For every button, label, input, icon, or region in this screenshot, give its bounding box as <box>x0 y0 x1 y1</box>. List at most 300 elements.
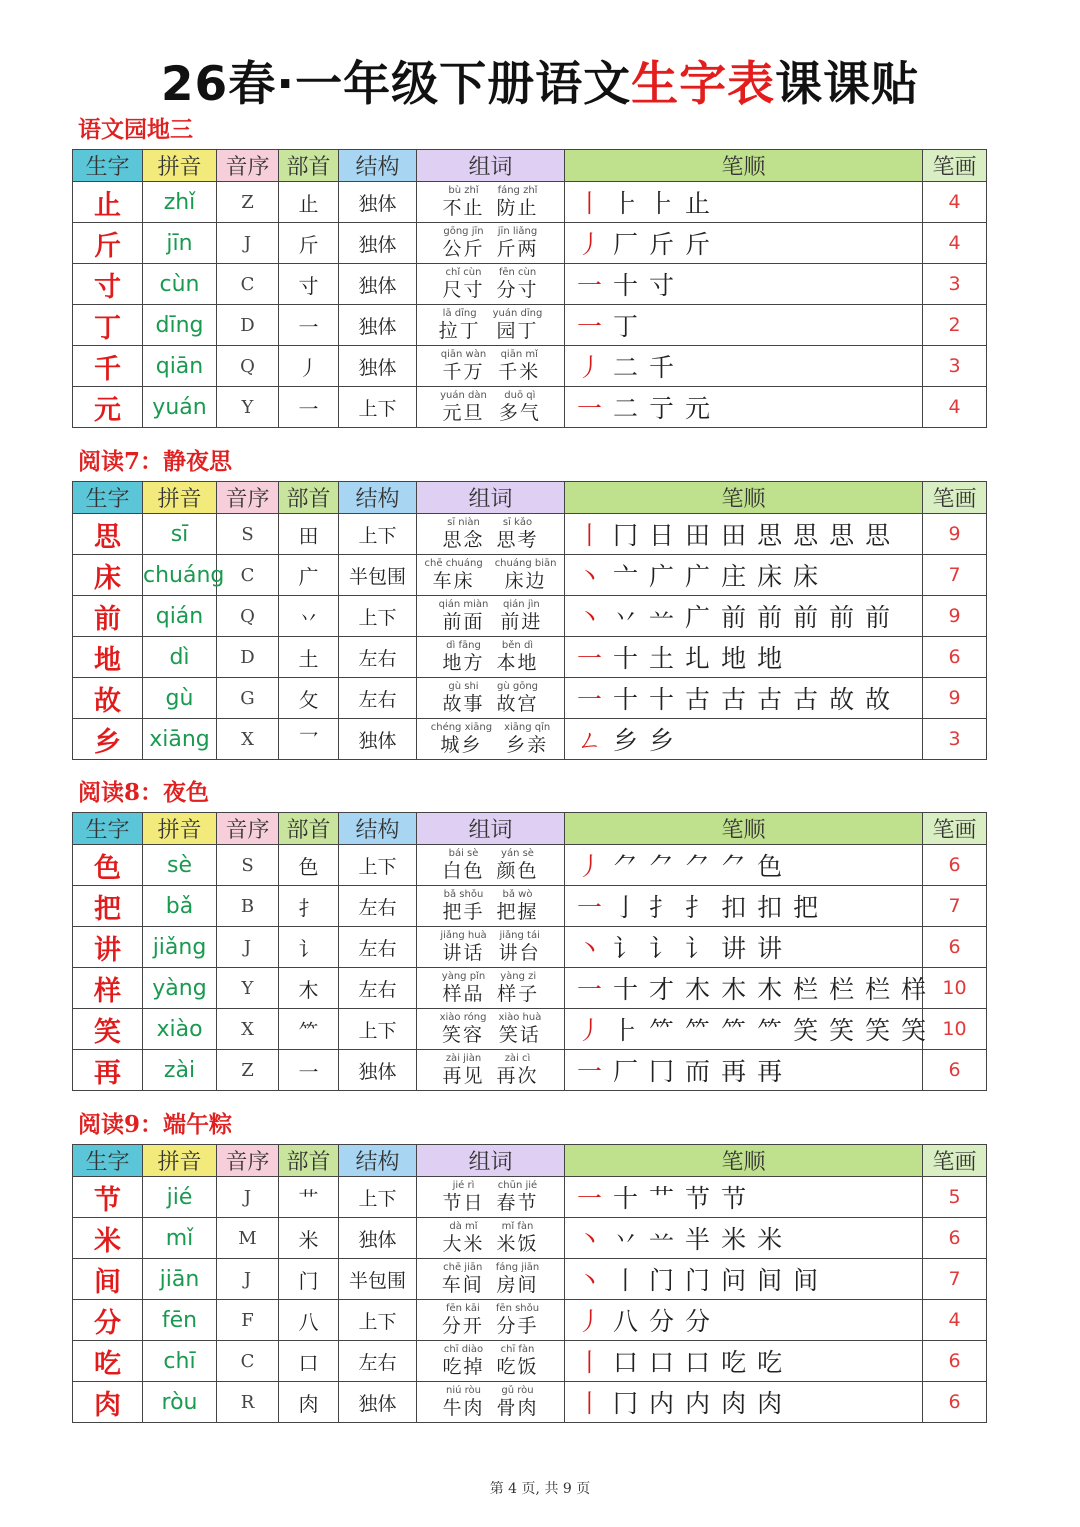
cell-count: 10 <box>923 1009 987 1050</box>
word-text: 元旦 <box>442 402 485 424</box>
word-pinyin: zài cì <box>504 1053 531 1064</box>
word-item <box>497 847 539 883</box>
cell-words <box>417 968 565 1009</box>
word-item <box>496 1302 539 1338</box>
cell-words <box>417 1009 565 1050</box>
cell-count: 7 <box>923 886 987 927</box>
cell-order: S <box>217 845 279 886</box>
cell-structure: 左右 <box>339 886 417 927</box>
table-row <box>73 555 987 596</box>
word-pinyin: mǐ fàn <box>501 1221 534 1232</box>
word-item <box>497 225 539 261</box>
word-text: 分手 <box>496 1315 539 1337</box>
header-words: 组词 <box>417 482 565 514</box>
stroke-step: 冂 <box>613 1389 639 1418</box>
word-item <box>439 598 489 634</box>
stroke-step: 前 <box>829 603 855 632</box>
header-row <box>73 150 987 182</box>
stroke-step: 丶 <box>577 934 603 963</box>
cell-count: 6 <box>923 1382 987 1423</box>
section-title: 语文园地三 <box>78 116 193 143</box>
cell-words <box>417 514 565 555</box>
cell-char: 再 <box>73 1050 143 1091</box>
stroke-step: 扣 <box>757 893 783 922</box>
cell-pinyin: jiǎng <box>143 927 217 968</box>
word-text: 斤两 <box>496 238 539 260</box>
cell-char: 止 <box>73 182 143 223</box>
stroke-step: 前 <box>757 603 783 632</box>
word-text: 车床 <box>432 570 475 592</box>
word-pinyin: bǎ shǒu <box>443 889 484 900</box>
header-radical: 部首 <box>279 482 339 514</box>
cell-pinyin: dīng <box>143 305 217 346</box>
cell-structure: 左右 <box>339 927 417 968</box>
word-pinyin: yàng pǐn <box>441 971 486 982</box>
cell-pinyin: cùn <box>143 264 217 305</box>
header-strokes: 笔顺 <box>565 150 923 182</box>
cell-structure: 独体 <box>339 1382 417 1423</box>
cell-order: J <box>217 1177 279 1218</box>
stroke-step: 田 <box>721 521 747 550</box>
character-table <box>72 149 987 428</box>
table-row <box>73 223 987 264</box>
cell-count: 4 <box>923 1300 987 1341</box>
stroke-step: 丶 <box>577 562 603 591</box>
word-item <box>496 1261 540 1297</box>
stroke-step: 一 <box>577 312 603 341</box>
cell-char: 地 <box>73 637 143 678</box>
cell-words <box>417 1382 565 1423</box>
cell-strokes <box>565 927 923 968</box>
stroke-step: 间 <box>793 1266 819 1295</box>
table-row <box>73 719 987 760</box>
word-item <box>497 516 539 552</box>
cell-pinyin: dì <box>143 637 217 678</box>
word-pinyin: gōng jīn <box>443 226 484 237</box>
header-count: 笔画 <box>923 813 987 845</box>
word-item <box>497 266 539 302</box>
word-pinyin: qián miàn <box>438 599 489 610</box>
stroke-step: 样 <box>901 975 927 1004</box>
cell-order: M <box>217 1218 279 1259</box>
cell-char: 样 <box>73 968 143 1009</box>
stroke-step: 分 <box>649 1307 675 1336</box>
cell-radical: 土 <box>279 637 339 678</box>
word-text: 本地 <box>496 652 539 674</box>
cell-words <box>417 305 565 346</box>
stroke-step: 木 <box>721 975 747 1004</box>
stroke-step: 一 <box>577 1057 603 1086</box>
cell-structure: 上下 <box>339 845 417 886</box>
table-row <box>73 637 987 678</box>
word-pinyin: chǐ cùn <box>445 267 482 278</box>
cell-structure: 上下 <box>339 514 417 555</box>
header-words: 组词 <box>417 150 565 182</box>
word-pinyin: qiān mǐ <box>500 349 538 360</box>
word-item <box>497 1220 539 1256</box>
stroke-step: 十 <box>613 1184 639 1213</box>
word-text: 分寸 <box>496 279 539 301</box>
word-pinyin: yuán dàn <box>440 390 487 401</box>
word-text: 吃饭 <box>496 1356 539 1378</box>
word-text: 大米 <box>442 1233 485 1255</box>
cell-pinyin: sè <box>143 845 217 886</box>
cell-strokes <box>565 1050 923 1091</box>
cell-order: Z <box>217 182 279 223</box>
cell-order: F <box>217 1300 279 1341</box>
stroke-step: 艹 <box>649 1184 675 1213</box>
word-pinyin: chūn jié <box>497 1180 538 1191</box>
stroke-step: 思 <box>829 521 855 550</box>
cell-char: 笑 <box>73 1009 143 1050</box>
word-text: 再见 <box>442 1065 485 1087</box>
stroke-step: ⺮ <box>757 1016 783 1045</box>
header-order: 音序 <box>217 1145 279 1177</box>
cell-count: 9 <box>923 596 987 637</box>
header-char: 生字 <box>73 482 143 514</box>
section-title: 阅读9：端午粽 <box>78 1111 233 1138</box>
word-text: 把手 <box>442 901 485 923</box>
cell-words <box>417 637 565 678</box>
title-prefix: 26春·一年级下册语文 <box>160 57 632 112</box>
stroke-step: 口 <box>649 1348 675 1377</box>
word-item <box>497 970 539 1006</box>
cell-count: 4 <box>923 387 987 428</box>
cell-structure: 独体 <box>339 719 417 760</box>
table-row <box>73 1009 987 1050</box>
stroke-step: 栏 <box>793 975 819 1004</box>
cell-strokes <box>565 1300 923 1341</box>
stroke-step: 故 <box>865 685 891 714</box>
stroke-step: 节 <box>685 1184 711 1213</box>
word-item <box>441 348 486 384</box>
stroke-step: 故 <box>829 685 855 714</box>
cell-structure: 左右 <box>339 678 417 719</box>
word-text: 拉丁 <box>438 320 481 342</box>
table-row <box>73 1259 987 1300</box>
header-order: 音序 <box>217 482 279 514</box>
cell-structure: 上下 <box>339 1009 417 1050</box>
cell-words <box>417 1341 565 1382</box>
word-pinyin: gù gōng <box>497 681 539 692</box>
word-text: 车间 <box>441 1274 484 1296</box>
cell-char: 间 <box>73 1259 143 1300</box>
word-pinyin: dà mǐ <box>449 1221 478 1232</box>
cell-strokes <box>565 845 923 886</box>
table-row <box>73 1218 987 1259</box>
cell-count: 9 <box>923 514 987 555</box>
cell-structure: 独体 <box>339 182 417 223</box>
stroke-step: 厂 <box>613 230 639 259</box>
cell-pinyin: zhǐ <box>143 182 217 223</box>
cell-order: Q <box>217 596 279 637</box>
cell-char: 色 <box>73 845 143 886</box>
cell-order: C <box>217 555 279 596</box>
word-text: 白色 <box>442 860 485 882</box>
cell-pinyin: jié <box>143 1177 217 1218</box>
cell-char: 床 <box>73 555 143 596</box>
word-item <box>499 929 541 965</box>
cell-radical: 乛 <box>279 719 339 760</box>
word-item <box>442 639 484 675</box>
word-item <box>495 557 557 593</box>
stroke-step: 讠 <box>613 934 639 963</box>
cell-strokes <box>565 387 923 428</box>
stroke-step: 笑 <box>901 1016 927 1045</box>
cell-order: Y <box>217 387 279 428</box>
stroke-step: 厂 <box>613 1057 639 1086</box>
word-pinyin: dì fāng <box>446 640 481 651</box>
cell-structure: 上下 <box>339 1300 417 1341</box>
section-title: 阅读8：夜色 <box>78 779 210 806</box>
header-count: 笔画 <box>923 1145 987 1177</box>
word-item <box>497 1179 539 1215</box>
stroke-step: 一 <box>577 975 603 1004</box>
cell-words <box>417 596 565 637</box>
word-pinyin: jīn liǎng <box>497 226 538 237</box>
cell-strokes <box>565 514 923 555</box>
word-pinyin: běn dì <box>501 640 534 651</box>
word-pinyin: yàng zi <box>500 971 537 982</box>
table-row <box>73 678 987 719</box>
word-text: 床边 <box>504 570 547 592</box>
stroke-step: 广 <box>649 562 675 591</box>
word-pinyin: chuáng biān <box>494 558 557 569</box>
stroke-step: ⺊ <box>613 189 639 218</box>
cell-order: R <box>217 1382 279 1423</box>
word-text: 颜色 <box>496 860 539 882</box>
cell-structure: 半包围 <box>339 1259 417 1300</box>
stroke-step: 一 <box>577 685 603 714</box>
header-radical: 部首 <box>279 150 339 182</box>
cell-count: 7 <box>923 1259 987 1300</box>
word-item <box>497 680 539 716</box>
cell-char: 讲 <box>73 927 143 968</box>
stroke-step: 丿 <box>577 852 603 881</box>
cell-order: S <box>217 514 279 555</box>
stroke-step: 一 <box>577 271 603 300</box>
word-pinyin: bái sè <box>448 848 479 859</box>
cell-words <box>417 1218 565 1259</box>
word-item <box>442 847 484 883</box>
stroke-step: 䒑 <box>649 1225 675 1254</box>
stroke-step: 丨 <box>613 1266 639 1295</box>
word-text: 再次 <box>496 1065 539 1087</box>
cell-char: 丁 <box>73 305 143 346</box>
stroke-step: 乡 <box>613 726 639 755</box>
cell-structure: 左右 <box>339 637 417 678</box>
stroke-step: 门 <box>649 1266 675 1295</box>
cell-strokes <box>565 1009 927 1050</box>
stroke-step: 亅 <box>613 893 639 922</box>
stroke-step: 一 <box>577 1184 603 1213</box>
cell-char: 前 <box>73 596 143 637</box>
stroke-step: 八 <box>613 1307 639 1336</box>
stroke-step: 古 <box>685 685 711 714</box>
cell-strokes <box>565 886 923 927</box>
stroke-step: 丿 <box>577 1307 603 1336</box>
stroke-step: 前 <box>721 603 747 632</box>
word-item <box>497 1052 539 1088</box>
word-text: 分开 <box>441 1315 484 1337</box>
stroke-step: 斤 <box>649 230 675 259</box>
table-row <box>73 305 987 346</box>
stroke-step: 笑 <box>829 1016 855 1045</box>
stroke-step: 半 <box>685 1225 711 1254</box>
stroke-step: 丁 <box>613 312 639 341</box>
stroke-step: 栏 <box>829 975 855 1004</box>
cell-char: 肉 <box>73 1382 143 1423</box>
cell-radical: 讠 <box>279 927 339 968</box>
stroke-step: 米 <box>721 1225 747 1254</box>
word-item <box>442 184 484 220</box>
cell-structure: 上下 <box>339 387 417 428</box>
stroke-step: ⺮ <box>649 1016 675 1045</box>
stroke-step: 讠 <box>649 934 675 963</box>
stroke-step: 圠 <box>685 644 711 673</box>
stroke-step: 丨 <box>577 189 603 218</box>
stroke-step: 二 <box>613 394 639 423</box>
word-pinyin: fēn cùn <box>498 267 537 278</box>
word-text: 城乡 <box>440 734 483 756</box>
cell-structure: 独体 <box>339 1218 417 1259</box>
word-pinyin: xiāng qīn <box>504 722 551 733</box>
cell-order: J <box>217 223 279 264</box>
cell-structure: 独体 <box>339 223 417 264</box>
stroke-step: ⺈ <box>685 852 711 881</box>
stroke-step: 讲 <box>721 934 747 963</box>
stroke-step: 床 <box>757 562 783 591</box>
cell-radical: 一 <box>279 305 339 346</box>
cell-radical: 八 <box>279 1300 339 1341</box>
stroke-step: 思 <box>793 521 819 550</box>
word-item <box>442 1302 484 1338</box>
word-item <box>431 721 492 757</box>
header-structure: 结构 <box>339 150 417 182</box>
stroke-step: 十 <box>613 271 639 300</box>
cell-radical: 肉 <box>279 1382 339 1423</box>
stroke-step: 十 <box>613 685 639 714</box>
word-item <box>442 680 484 716</box>
word-item <box>442 1343 484 1379</box>
table-row <box>73 1341 987 1382</box>
stroke-step: ⺊ <box>613 1016 639 1045</box>
cell-count: 6 <box>923 1341 987 1382</box>
cell-structure: 独体 <box>339 305 417 346</box>
cell-pinyin: mǐ <box>143 1218 217 1259</box>
header-count: 笔画 <box>923 150 987 182</box>
word-pinyin: qián jìn <box>503 599 540 610</box>
stroke-step: 冂 <box>649 1057 675 1086</box>
header-char: 生字 <box>73 150 143 182</box>
cell-radical: 斤 <box>279 223 339 264</box>
cell-radical: 艹 <box>279 1177 339 1218</box>
header-structure: 结构 <box>339 482 417 514</box>
cell-pinyin: fēn <box>143 1300 217 1341</box>
cell-strokes <box>565 1177 923 1218</box>
cell-pinyin: jiān <box>143 1259 217 1300</box>
cell-char: 分 <box>73 1300 143 1341</box>
cell-radical: ⺮ <box>279 1009 339 1050</box>
stroke-step: 间 <box>757 1266 783 1295</box>
word-pinyin: lā dīng <box>442 308 477 319</box>
cell-char: 吃 <box>73 1341 143 1382</box>
cell-structure: 独体 <box>339 346 417 387</box>
header-char: 生字 <box>73 813 143 845</box>
word-pinyin: gù shi <box>448 681 479 692</box>
word-pinyin: bù zhǐ <box>448 185 479 196</box>
cell-char: 思 <box>73 514 143 555</box>
stroke-step: 丷 <box>613 603 639 632</box>
word-text: 讲话 <box>442 942 485 964</box>
stroke-step: 丨 <box>577 1389 603 1418</box>
cell-words <box>417 927 565 968</box>
stroke-step: 丿 <box>577 1016 603 1045</box>
stroke-step: 丶 <box>577 603 603 632</box>
table-row <box>73 387 987 428</box>
cell-radical: 丷 <box>279 596 339 637</box>
header-row <box>73 813 987 845</box>
header-pinyin: 拼音 <box>143 1145 217 1177</box>
stroke-step: 二 <box>613 353 639 382</box>
stroke-step: 讠 <box>685 934 711 963</box>
word-pinyin: bǎ wò <box>502 889 533 900</box>
word-text: 把握 <box>496 901 539 923</box>
word-item <box>442 1052 484 1088</box>
cell-order: J <box>217 1259 279 1300</box>
cell-pinyin: yàng <box>143 968 217 1009</box>
cell-count: 6 <box>923 1050 987 1091</box>
cell-char: 寸 <box>73 264 143 305</box>
word-text: 公斤 <box>442 238 485 260</box>
stroke-step: 䒑 <box>649 603 675 632</box>
cell-pinyin: ròu <box>143 1382 217 1423</box>
header-structure: 结构 <box>339 1145 417 1177</box>
cell-pinyin: chuáng <box>143 555 217 596</box>
cell-words <box>417 1300 565 1341</box>
cell-count: 3 <box>923 719 987 760</box>
character-table <box>72 481 987 760</box>
table-row <box>73 1382 987 1423</box>
table-row <box>73 182 987 223</box>
cell-pinyin: sī <box>143 514 217 555</box>
stroke-step: 亠 <box>613 562 639 591</box>
cell-pinyin: chī <box>143 1341 217 1382</box>
stroke-step: 一 <box>577 394 603 423</box>
cell-count: 3 <box>923 264 987 305</box>
character-table <box>72 1144 987 1423</box>
cell-strokes <box>565 555 923 596</box>
header-words: 组词 <box>417 1145 565 1177</box>
header-words: 组词 <box>417 813 565 845</box>
cell-strokes <box>565 264 923 305</box>
word-pinyin: fēn kāi <box>445 1303 480 1314</box>
stroke-step: 冂 <box>613 521 639 550</box>
word-item <box>442 1261 484 1297</box>
header-pinyin: 拼音 <box>143 482 217 514</box>
stroke-step: 再 <box>757 1057 783 1086</box>
cell-pinyin: zài <box>143 1050 217 1091</box>
word-item <box>442 266 484 302</box>
header-strokes: 笔顺 <box>565 1145 923 1177</box>
word-pinyin: chē chuáng <box>424 558 483 569</box>
stroke-step: ⺮ <box>721 1016 747 1045</box>
cell-words <box>417 1259 565 1300</box>
cell-radical: 攵 <box>279 678 339 719</box>
header-pinyin: 拼音 <box>143 150 217 182</box>
cell-count: 2 <box>923 305 987 346</box>
stroke-step: ⺮ <box>685 1016 711 1045</box>
